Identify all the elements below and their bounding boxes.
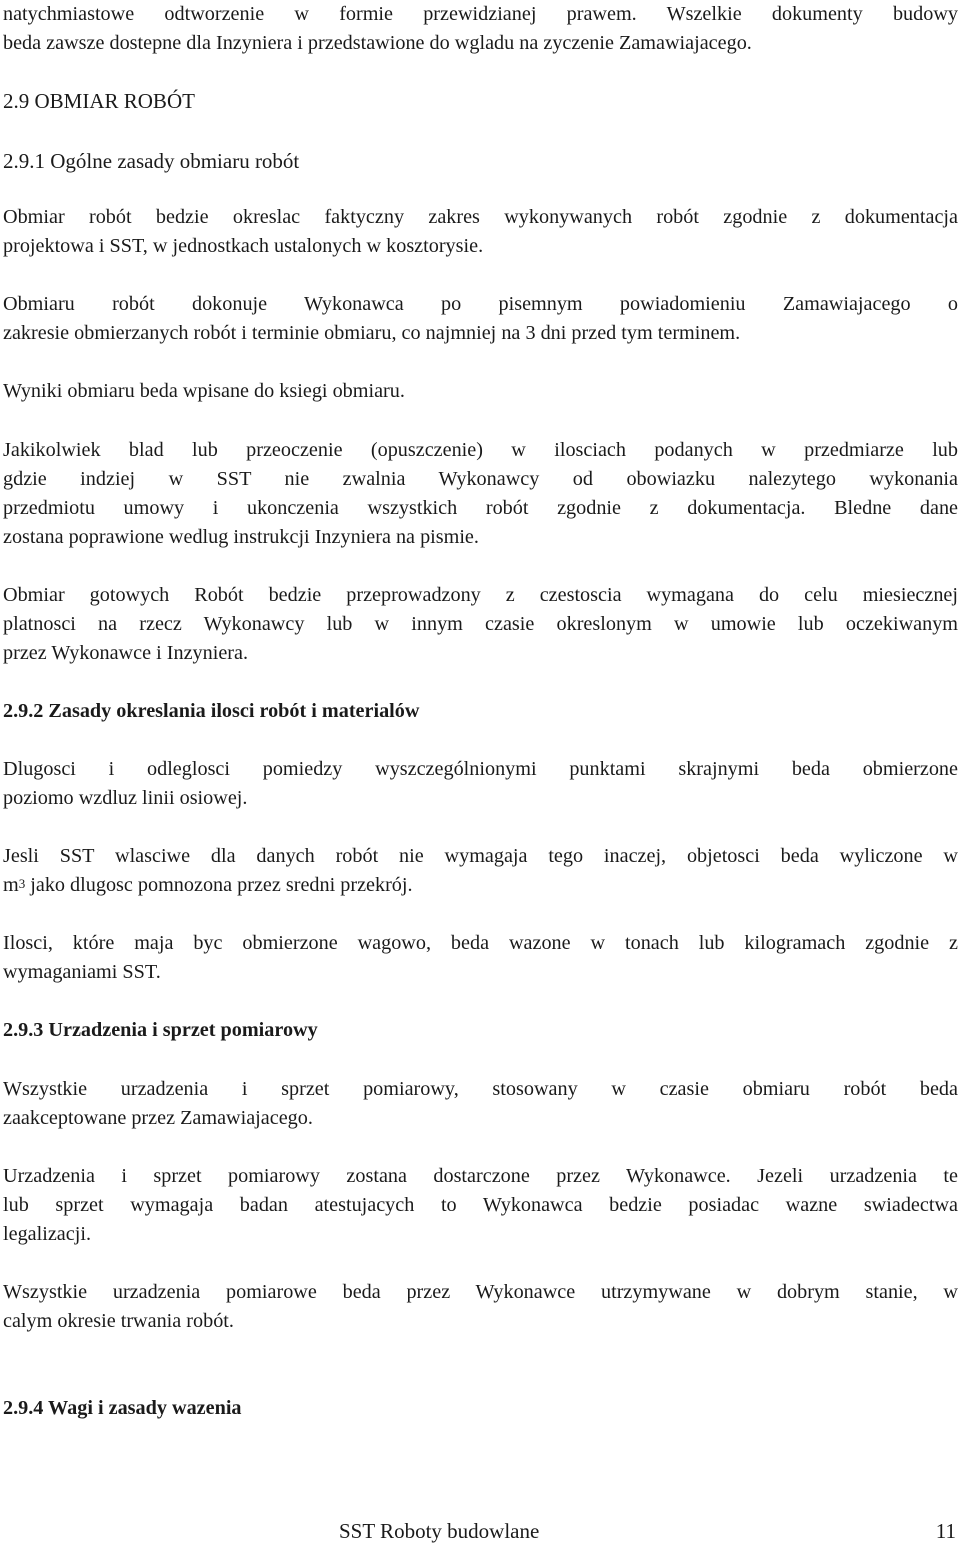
page-number: 11 xyxy=(935,1519,956,1543)
subsection-heading: 2.9.1 Ogólne zasady obmiaru robót xyxy=(3,149,300,173)
page-footer xyxy=(3,1517,958,1547)
unit-text: m xyxy=(3,874,19,896)
paragraph-line: Obmiar robót bedzie okreslac faktyczny zakres wykonywanych robót zgodnie z dokumentacja xyxy=(3,206,958,228)
paragraph-line: poziomo wzdluz linii osiowej. xyxy=(3,787,248,809)
subsection-heading: 2.9.2 Zasady okreslania ilosci robót i materialów xyxy=(3,700,420,722)
paragraph-line: przez Wykonawce i Inzyniera. xyxy=(3,642,249,664)
paragraph-line: lub sprzet wymagaja badan atestujacych to Wykonawca bedzie posiadac wazne swiadectwa xyxy=(3,1194,958,1216)
paragraph-line: platnosci na rzecz Wykonawcy lub w innym czasie okreslonym w umowie lub oczekiwanym xyxy=(3,613,958,635)
paragraph-line: projektowa i SST, w jednostkach ustalonych w kosztorysie. xyxy=(3,235,484,257)
paragraph-line: beda zawsze dostepne dla Inzyniera i przedstawione do wgladu na zyczenie Zamawiajacego. xyxy=(3,32,752,54)
subsection-heading: 2.9.3 Urzadzenia i sprzet pomiarowy xyxy=(3,1019,318,1041)
paragraph-line: Wszystkie urzadzenia i sprzet pomiarowy, stosowany w czasie obmiaru robót beda xyxy=(3,1078,958,1100)
superscript-exponent: 3 xyxy=(18,876,26,891)
paragraph-line: zaakceptowane przez Zamawiajacego. xyxy=(3,1107,313,1129)
paragraph-line: zostana poprawione wedlug instrukcji Inzyniera na pismie. xyxy=(3,526,479,548)
paragraph-line: Ilosci, które maja byc obmierzone wagowo, beda wazone w tonach lub kilogramach zgodnie z xyxy=(3,932,958,954)
paragraph-line: Jesli SST wlasciwe dla danych robót nie wymagaja tego inaczej, objetosci beda wyliczone w xyxy=(3,845,958,867)
paragraph-line: legalizacji. xyxy=(3,1223,91,1245)
paragraph-line: Dlugosci i odleglosci pomiedzy wyszczególnionymi punktami skrajnymi beda obmierzone xyxy=(3,758,958,780)
paragraph-line xyxy=(3,871,958,900)
paragraph-line: zakresie obmierzanych robót i terminie obmiaru, co najmniej na 3 dni przed tym terminem. xyxy=(3,322,741,344)
paragraph-line: calym okresie trwania robót. xyxy=(3,1310,234,1332)
paragraph-line: Wyniki obmiaru beda wpisane do ksiegi obmiaru. xyxy=(3,380,405,402)
paragraph-line: Jakikolwiek blad lub przeoczenie (opuszczenie) w ilosciach podanych w przedmiarze lub xyxy=(3,439,958,461)
paragraph-line: natychmiastowe odtworzenie w formie przewidzianej prawem. Wszelkie dokumenty budowy xyxy=(3,3,958,25)
paragraph-line: Obmiaru robót dokonuje Wykonawca po pisemnym powiadomieniu Zamawiajacego o xyxy=(3,293,958,315)
paragraph-line: przedmiotu umowy i ukonczenia wszystkich robót zgodnie z dokumentacja. Bledne dane xyxy=(3,497,958,519)
paragraph-line: wymaganiami SST. xyxy=(3,961,161,983)
footer-title: SST Roboty budowlane xyxy=(339,1519,540,1543)
paragraph-text: jako dlugosc pomnozona przez sredni przekrój. xyxy=(25,874,413,896)
paragraph-line: gdzie indziej w SST nie zwalnia Wykonawcy od obowiazku nalezytego wykonania xyxy=(3,468,958,490)
paragraph-line: Wszystkie urzadzenia pomiarowe beda przez Wykonawce utrzymywane w dobrym stanie, w xyxy=(3,1281,958,1303)
subsection-heading: 2.9.4 Wagi i zasady wazenia xyxy=(3,1397,242,1419)
paragraph-line: Urzadzenia i sprzet pomiarowy zostana dostarczone przez Wykonawce. Jezeli urzadzenia te xyxy=(3,1165,958,1187)
paragraph-line: Obmiar gotowych Robót bedzie przeprowadzony z czestoscia wymagana do celu miesiecznej xyxy=(3,584,958,606)
section-heading: 2.9 OBMIAR ROBÓT xyxy=(3,89,195,113)
